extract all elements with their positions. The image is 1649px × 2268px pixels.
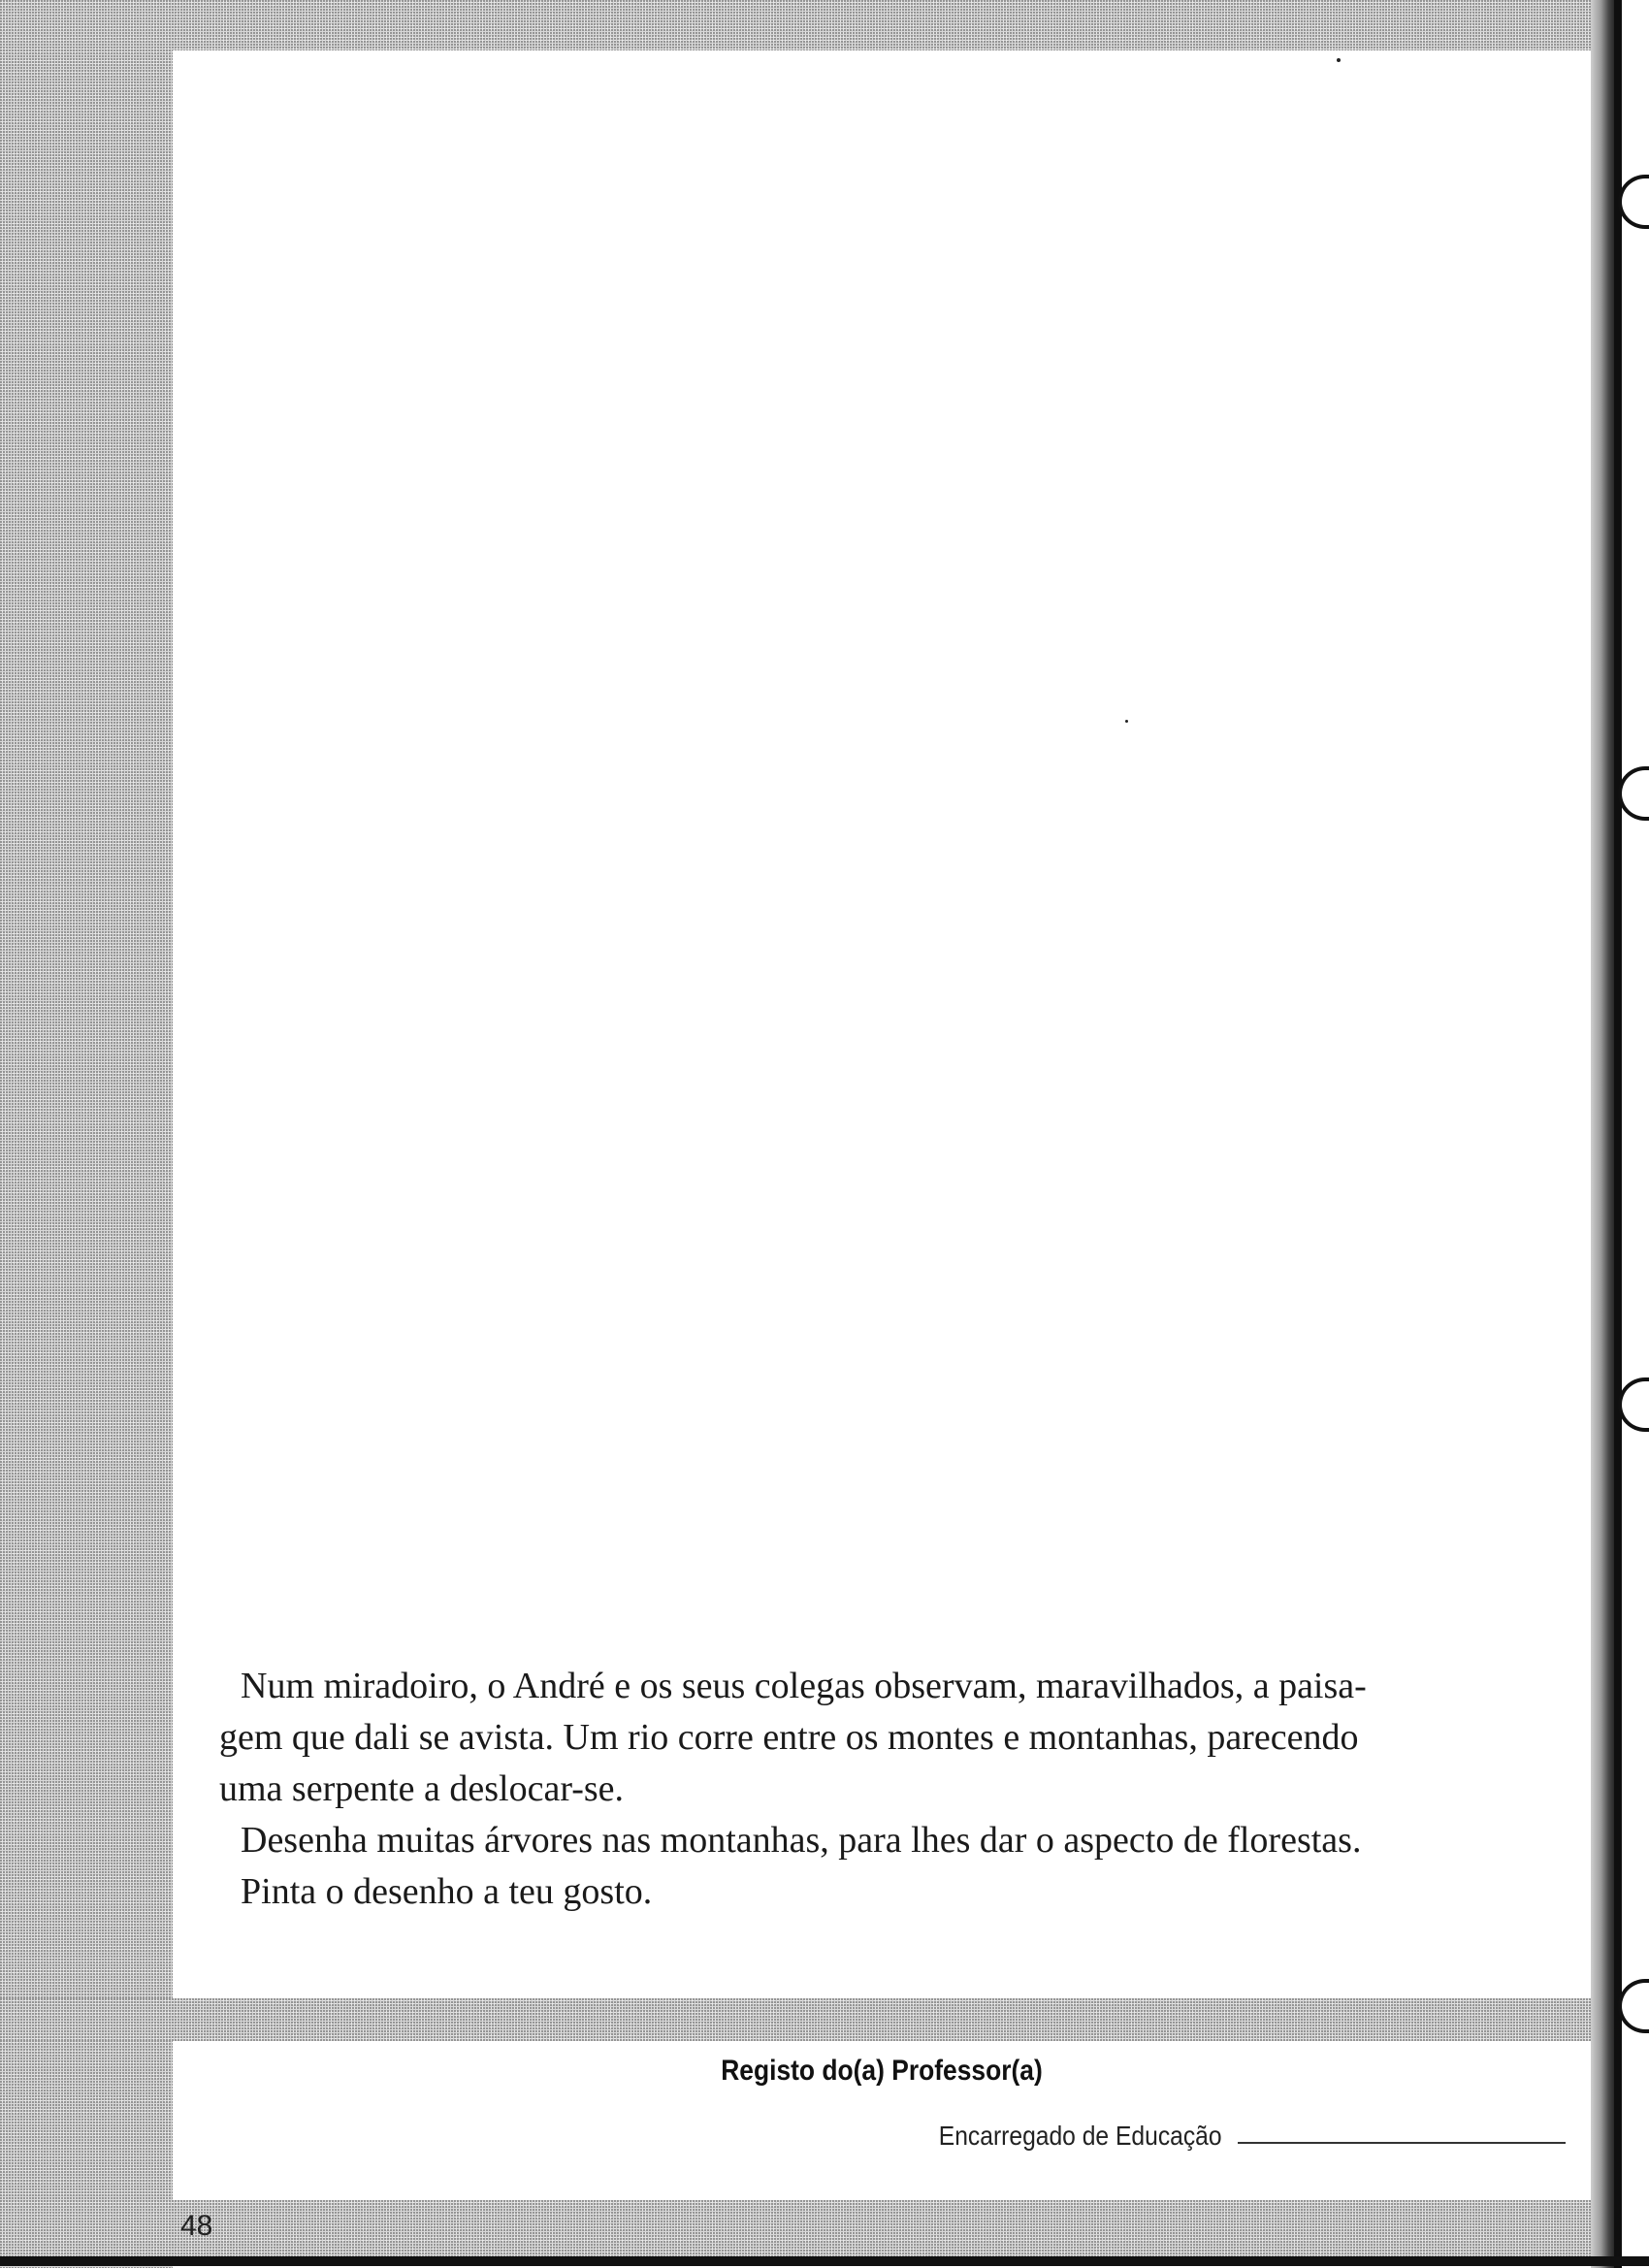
- instruction-line: Pinta o desenho a teu gosto.: [241, 1871, 653, 1912]
- guardian-signature-line[interactable]: [1238, 2142, 1566, 2144]
- instructions-text: [219, 1661, 1568, 1918]
- teacher-record-title: Registo do(a) Professor(a): [721, 2055, 1043, 2087]
- scan-speck: [1125, 720, 1128, 723]
- guardian-signature-row: [900, 2121, 1566, 2152]
- left-halftone-band: [0, 0, 173, 2268]
- drawing-area[interactable]: [173, 50, 1591, 1651]
- instruction-line: gem que dali se avista. Um rio corre entre os montes e montanhas, parecendo: [219, 1717, 1359, 1758]
- top-halftone-band: [0, 0, 1610, 50]
- binding-ring-icon: [1618, 766, 1649, 821]
- divider-halftone-band: [0, 1998, 1610, 2041]
- scan-shadow-edge: [1591, 0, 1616, 2268]
- scan-speck: [1337, 58, 1341, 62]
- binding-ring-icon: [1618, 1377, 1649, 1432]
- bottom-halftone-band: [0, 2200, 1610, 2262]
- instruction-line: uma serpente a deslocar-se.: [219, 1768, 625, 1809]
- bottom-scan-edge: [0, 2256, 1649, 2266]
- worksheet-panel: [173, 50, 1591, 1998]
- guardian-label: Encarregado de Educação: [939, 2121, 1222, 2151]
- binding-spine: [1614, 0, 1622, 2268]
- page-number: 48: [180, 2210, 213, 2242]
- instruction-line: Num miradoiro, o André e os seus colegas observam, maravilhados, a paisa-: [241, 1666, 1367, 1706]
- binding-ring-icon: [1618, 175, 1649, 229]
- instruction-line: Desenha muitas árvores nas montanhas, para lhes dar o aspecto de florestas.: [241, 1820, 1362, 1861]
- binding-ring-icon: [1618, 1979, 1649, 2033]
- teacher-record-panel: [173, 2041, 1591, 2200]
